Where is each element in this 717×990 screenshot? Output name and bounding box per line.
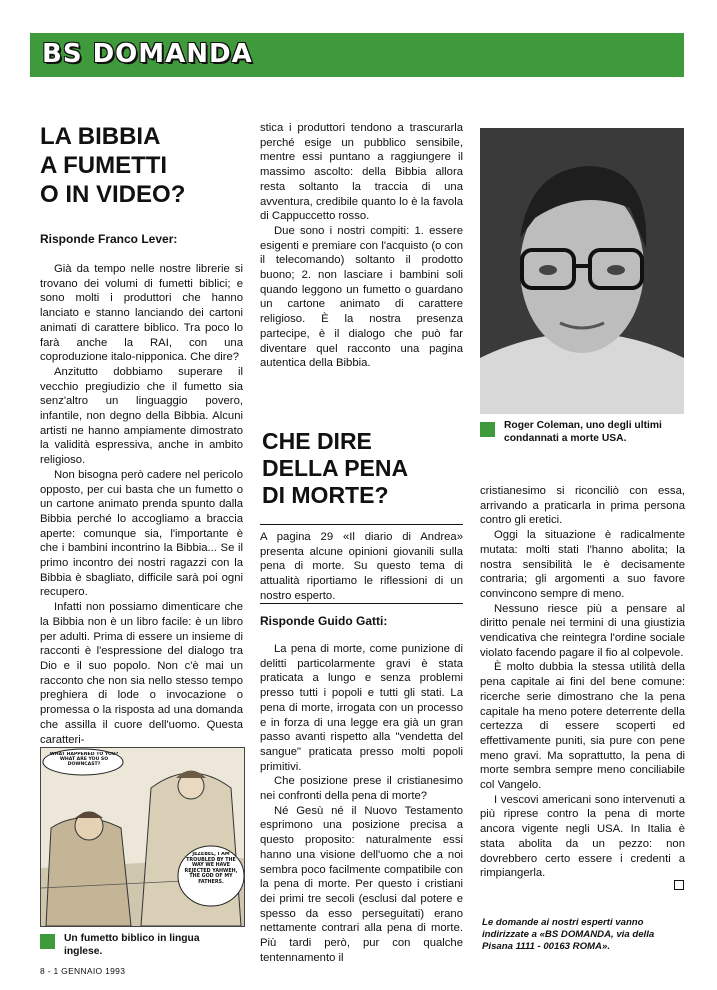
paragraph: Non bisogna però cadere nel pericolo opposto, per cui basta che un fumetto o un cartone animato prenda spunto dalla Bibbia perché lo accogliamo a braccia aperte: comunque sia, l'importante è che i bambini incontrino la Bibbia... Se il primo incontro dei nostri ragazzi con la Bibbia è sbagliato, difficile sarà poi ogni recupero. bbox=[40, 468, 243, 599]
title-line: CHE DIRE bbox=[262, 428, 372, 454]
paragraph: Già da tempo nelle nostre librerie si trovano dei volumi di fumetti biblici; e sono molti i produttori che hanno lanciato e stanno lanciando dei cartoni animati di carattere biblico. Tra poco lo farà anche la RAI, con una coproduzione italo-nipponica. Che dire? bbox=[40, 263, 243, 364]
article-title-comics bbox=[40, 122, 185, 209]
section-title: BS DOMANDA bbox=[42, 39, 253, 69]
title-line: O IN VIDEO? bbox=[40, 181, 186, 208]
intro-text: A pagina 29 «Il diario di Andrea» presenta alcune opinioni giovanili sulla pena di morte. Su questo tema di attualità riportiamo le riflessioni di un nostro esperto. bbox=[260, 531, 463, 602]
article-title-death-penalty bbox=[262, 428, 408, 509]
section-header-band bbox=[30, 33, 684, 77]
caption-marker bbox=[40, 934, 55, 949]
caption-marker bbox=[480, 422, 495, 437]
paragraph: Infatti non possiamo dimenticare che la Bibbia non è un libro facile: è un libro per adulti. Prima di essere un insieme di racconti è l'espressione del dialogo tra Dio e il suo popolo. Non c'è mai un racconto che non sia nello stesso tempo preghiera di lode o invocazione o promessa o la risposta ad una domanda che assilla il cuore dell'uomo. Questa caratteri- bbox=[40, 601, 243, 746]
comic-illustration bbox=[40, 747, 245, 927]
comic-drawing bbox=[41, 748, 244, 926]
title-line: LA BIBBIA bbox=[40, 123, 161, 150]
speech-bubble-1: WHAT HAPPENED TO YOU? WHAT ARE YOU SO DOWNCAST? bbox=[49, 752, 119, 768]
paragraph: Né Gesù né il Nuovo Testamento esprimono una posizione precisa a questo proposito: naturalmente essi hanno una visione dell'uomo che a noi sembra poco facilmente compatibile con la pena di morte. Per questo i cristiani dei primi tre secoli (esclusi dal potere e spesso da esso perseguitati) erano nettamente contrari alla pena di morte. Più tardi però, pur con qualche tentennamento il bbox=[260, 804, 463, 964]
paragraph: Due sono i nostri compiti: 1. essere esigenti e premiare con l'acquisto (o con il telecomando) soltanto il prodotto buono; 2. non lasciare i bambini soli quando leggono un fumetto o guardano un cartone animato di carattere religioso. È la nostra presenza partecipe, è il dialogo che può far diventare quel racconto una pagina autentica della Bibbia. bbox=[260, 224, 463, 370]
paragraph: stica i produttori tendono a trascurarla perché esige un pubblico sensibile, mentre essi puntano a raggiungere il massimo ascolto: della Bibbia allora resta soltanto la traccia di una avventura, credibile quanto lo è la favola di Cappuccetto rosso. bbox=[260, 122, 463, 223]
paragraph: Nessuno riesce più a pensare al diritto penale nei termini di una giustizia vendicativa che reintegra l'ordine sociale violato facendo pagare il fio al colpevole. bbox=[480, 602, 685, 659]
page-footer: 8 - 1 GENNAIO 1993 bbox=[40, 966, 126, 976]
portrait-drawing bbox=[480, 128, 684, 414]
paragraph: Anzitutto dobbiamo superare il vecchio pregiudizio che il fumetto sia senz'altro un linguaggio povero, infantile, non degno della Bibbia. Alcuni artisti ne hanno ampiamente dimostrato la validità espressiva, anche in ambito religioso. bbox=[40, 365, 243, 467]
article2-column-2 bbox=[260, 642, 463, 965]
photo-caption: Roger Coleman, uno degli ultimi condannati a morte USA. bbox=[504, 420, 662, 444]
byline-lever: Risponde Franco Lever: bbox=[40, 232, 178, 246]
title-line: A FUMETTI bbox=[40, 152, 168, 179]
end-of-article-mark bbox=[674, 880, 684, 890]
divider-top bbox=[260, 524, 463, 525]
editorial-note: Le domande ai nostri esperti vanno indirizzate a «BS DOMANDA, via della Pisana 1111 - 00163 ROMA». bbox=[482, 917, 655, 952]
paragraph: cristianesimo si riconciliò con essa, arrivando a praticarla in prima persona contro gli eretici. bbox=[480, 485, 685, 527]
paragraph: È molto dubbia la stessa utilità della pena capitale ai fini del bene comune: ricerche serie dimostrano che la pena capitale ha meno potere deterrente della certezza di essere scoperti ed effettivamente puniti, sia pure con pene meno gravi. Ma soprattutto, la pena di morte sembra sempre meno conciliabile col Vangelo. bbox=[480, 661, 685, 792]
speech-bubble-2: JEZEBEL, I AM TROUBLED BY THE WAY WE HAVE REJECTED YAHWEH, THE GOD OF MY FATHERS. bbox=[184, 852, 238, 885]
divider-bottom bbox=[260, 603, 463, 604]
paragraph: I vescovi americani sono intervenuti a più riprese contro la pena di morte ancora vigente negli USA. In Italia è stata abolita da un pezzo: non dovrebbero certo essere i credenti a rimpiangerla. bbox=[480, 793, 685, 880]
paragraph: Oggi la situazione è radicalmente mutata: molti stati l'hanno abolita; la nostra sensibilità le è decisamente contraria; gli argomenti a suo favore convincono sempre di meno. bbox=[480, 529, 685, 600]
paragraph: La pena di morte, come punizione di delitti particolarmente gravi è stata praticata a lungo e senza problemi presso tutti i popoli e tutti gli stati. La pena di morte, irrogata con un processo e in forza di una legge era già un gran passo avanti rispetto alla "vendetta del sangue" praticata presso molti popoli primitivi. bbox=[260, 643, 463, 773]
article1-column-1 bbox=[40, 262, 243, 747]
article2-intro bbox=[260, 530, 463, 604]
comic-caption: Un fumetto biblico in lingua inglese. bbox=[64, 933, 200, 957]
paragraph: Che posizione prese il cristianesimo nei confronti della pena di morte? bbox=[260, 775, 463, 803]
title-line: DI MORTE? bbox=[262, 482, 389, 508]
portrait-photo bbox=[480, 128, 684, 414]
title-line: DELLA PENA bbox=[262, 455, 409, 481]
article2-column-3 bbox=[480, 484, 685, 881]
article1-column-2 bbox=[260, 121, 463, 371]
byline-gatti: Risponde Guido Gatti: bbox=[260, 614, 388, 628]
